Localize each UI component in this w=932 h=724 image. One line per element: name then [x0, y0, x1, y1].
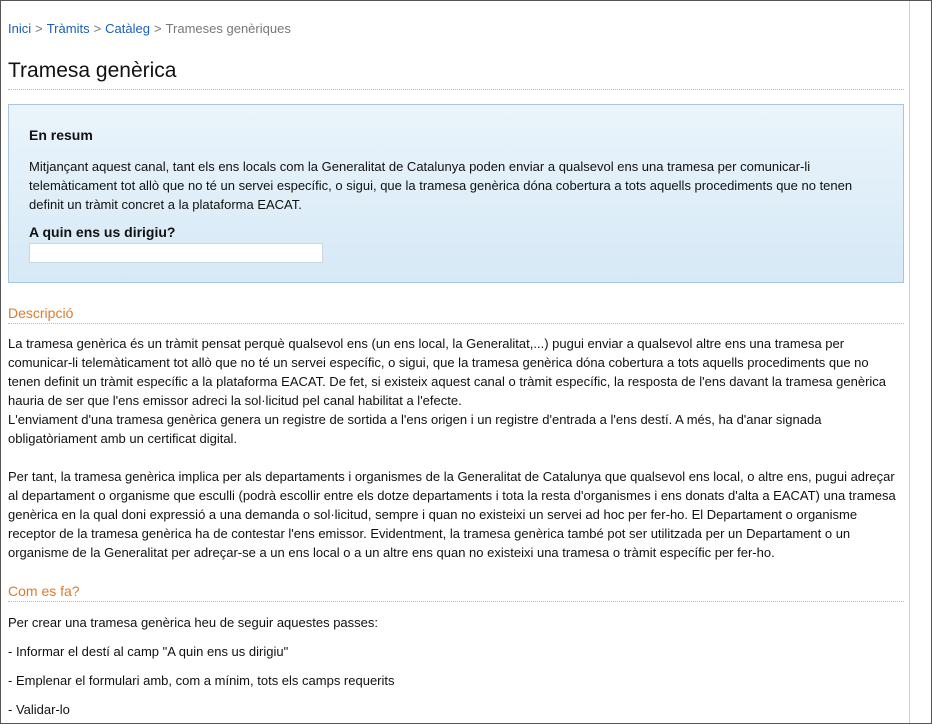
howto-step: - Emplenar el formulari amb, com a mínim, tots els camps requerits — [8, 673, 395, 688]
summary-title: En resum — [29, 127, 93, 143]
breadcrumb-home-link[interactable]: Inici — [8, 21, 32, 36]
recipient-input[interactable] — [29, 243, 323, 263]
summary-box — [8, 104, 904, 283]
summary-text: Mitjançant aquest canal, tant els ens locals com la Generalitat de Catalunya poden enviar a qualsevol ens una tramesa per comunicar-li telemàticament tot allò que no té un servei específic, o sigui, que la tramesa genèrica dóna cobertura a tots aquells procediments que no tenen definit un tràmit concret a la plataforma EACAT. — [29, 159, 853, 212]
breadcrumb-procedures-link[interactable]: Tràmits — [46, 21, 90, 36]
howto-heading: Com es fa? — [8, 583, 904, 602]
description-paragraph-1: La tramesa genèrica és un tràmit pensat perquè qualsevol ens (un ens local, la Generalitat,...) pugui enviar a qualsevol altre ens una tramesa per comunicar-li telemàticament tot allò que no té un servei específic, o sigui, que la tramesa genèrica dóna cobertura a tots aquells procediments que no tenen definit un tràmit específic a la plataforma EACAT. De fet, si existeix aquest canal o tràmit específic, la resposta de l'ens davant la tramesa genèrica hauria de ser que l'ens emissor adreci la sol·licitud pel canal habilitat a l'efecte. — [8, 336, 887, 408]
breadcrumb-separator: > — [153, 21, 162, 36]
right-sidebar-strip — [909, 1, 931, 723]
description-heading: Descripció — [8, 305, 904, 324]
breadcrumb — [8, 21, 291, 36]
howto-step: - Informar el destí al camp "A quin ens us dirigiu" — [8, 644, 289, 659]
howto-intro: Per crear una tramesa genèrica heu de seguir aquestes passes: — [8, 615, 378, 630]
howto-step: - Validar-lo — [8, 702, 70, 717]
breadcrumb-separator: > — [93, 21, 102, 36]
breadcrumb-catalog-link[interactable]: Catàleg — [105, 21, 150, 36]
description-paragraph-3: Per tant, la tramesa genèrica implica per als departaments i organismes de la Generalitat de Catalunya que qualsevol ens local, o altre ens, pugui adreçar al departament o organisme que esculli (podrà escollir entre els dotze departaments i tota la resta d'organismes i ens donats d'alta a EACAT) una tramesa genèrica en la qual doni expressió a una demanda o sol·licitud, sempre i quan no existeixi un servei ad hoc per fer-ho. El Departament o organisme receptor de la tramesa genèrica ha de contestar l'ens emissor. Evidentment, la tramesa genèrica també pot ser utilitzada per un Departament o un organisme de la Generalitat per adreçar-se a un ens local o a un altre ens quan no existeixi una tramesa o tràmit específic per fer-ho. — [8, 469, 896, 560]
breadcrumb-separator: > — [35, 21, 43, 36]
recipient-label: A quin ens us dirigiu? — [29, 224, 176, 240]
breadcrumb-current: Trameses genèriques — [165, 21, 291, 36]
description-paragraph-2: L'enviament d'una tramesa genèrica genera un registre de sortida a l'ens origen i un registre d'entrada a l'ens destí. A més, ha d'anar signada obligatòriament amb un certificat digital. — [8, 412, 822, 446]
page-title: Tramesa genèrica — [8, 59, 904, 90]
